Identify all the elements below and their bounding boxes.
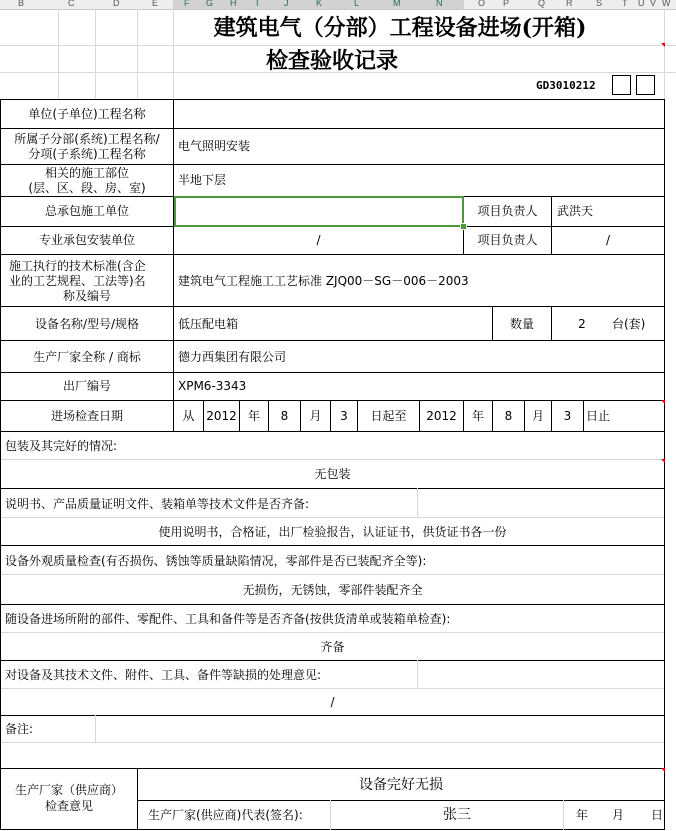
comment-indicator <box>661 43 665 47</box>
quantity-label: 数量 <box>509 317 534 331</box>
specialty-contractor-label: 专业承包安装单位 <box>38 233 135 247</box>
unit-name-label: 单位(子单位)工程名称 <box>28 107 146 121</box>
col-header-b[interactable]: B <box>18 0 25 8</box>
date-end-day[interactable]: 3 <box>563 409 572 423</box>
date-end-suffix: 日止 <box>586 409 611 423</box>
active-cell-selection[interactable] <box>174 196 464 227</box>
col-header-k[interactable]: K <box>316 0 323 8</box>
col-header-g[interactable]: G <box>206 0 214 8</box>
col-header-q[interactable]: Q <box>538 0 546 8</box>
col-header-n[interactable]: N <box>436 0 443 8</box>
date-year-unit-2: 年 <box>471 409 484 423</box>
sign-year-unit: 年 <box>576 808 589 822</box>
subdivision-value[interactable]: 电气照明安装 <box>178 139 251 153</box>
supplier-opinion[interactable]: 设备完好无损 <box>359 777 443 793</box>
sign-month-unit: 月 <box>612 808 625 822</box>
quantity-unit: 台(套) <box>612 317 646 331</box>
col-header-l[interactable]: L <box>354 0 360 8</box>
equipment-label: 设备名称/型号/规格 <box>34 317 140 331</box>
col-header-j[interactable]: J <box>284 0 289 8</box>
sign-day-unit: 日 <box>651 808 664 822</box>
defects-question: 对设备及其技术文件、附件、工具、备件等缺损的处理意见: <box>5 668 322 682</box>
accessories-answer[interactable]: 齐备 <box>320 640 345 654</box>
site-value[interactable]: 半地下层 <box>178 173 227 187</box>
supplier-label-line1: 生产厂家（供应商） <box>14 783 123 797</box>
sc-project-lead-label: 项目负责人 <box>477 233 538 247</box>
col-header-h[interactable]: H <box>230 0 237 8</box>
packaging-answer[interactable]: 无包装 <box>314 467 351 481</box>
defects-answer[interactable]: / <box>330 695 335 709</box>
supplier-rep-label: 生产厂家(供应商)代表(签名): <box>148 808 303 822</box>
quantity-value[interactable]: 2 <box>578 317 586 331</box>
col-header-r[interactable]: R <box>566 0 573 8</box>
col-header-f[interactable]: F <box>184 0 190 8</box>
col-header-c[interactable]: C <box>68 0 75 8</box>
col-header-u[interactable]: U <box>638 0 645 8</box>
site-label-line2: (层、区、段、房、室) <box>28 181 146 195</box>
col-header-e[interactable]: E <box>152 0 159 8</box>
gc-project-lead-label: 项目负责人 <box>477 204 538 218</box>
date-start-year[interactable]: 2012 <box>206 409 237 423</box>
doc-code: GD3010212 <box>536 79 596 92</box>
standard-value[interactable]: 建筑电气工程施工工艺标准 ZJQ00－SG－006－2003 <box>178 274 469 288</box>
col-header-w[interactable]: W <box>662 0 671 8</box>
inspection-date-label: 进场检查日期 <box>50 409 123 423</box>
manufacturer-value[interactable]: 德力西集团有限公司 <box>178 350 287 364</box>
appearance-answer[interactable]: 无损伤，无锈蚀，零部件装配齐全 <box>242 583 423 597</box>
subdivision-label-line1: 所属子分部(系统)工程名称/ <box>14 132 160 146</box>
specialty-contractor-value[interactable]: / <box>316 233 321 247</box>
gc-project-lead-value[interactable]: 武洪天 <box>557 204 594 218</box>
fill-handle[interactable] <box>460 223 467 230</box>
date-end-year[interactable]: 2012 <box>426 409 457 423</box>
subdivision-label-line2: 分项(子系统)工程名称 <box>28 147 146 161</box>
standard-label-line2: 业的工艺规程、工法等)名 <box>9 274 146 288</box>
equipment-value[interactable]: 低压配电箱 <box>178 317 239 331</box>
supplier-rep-name[interactable]: 张三 <box>443 807 471 823</box>
general-contractor-label: 总承包施工单位 <box>44 204 129 218</box>
serial-label: 出厂编号 <box>62 379 111 393</box>
doc-code-box-1[interactable] <box>612 75 631 95</box>
standard-label-line3: 称及编号 <box>62 289 111 303</box>
date-start-day[interactable]: 3 <box>340 409 348 423</box>
col-header-d[interactable]: D <box>113 0 120 8</box>
packaging-question: 包装及其完好的情况: <box>5 439 118 453</box>
site-label-line1: 相关的施工部位 <box>44 166 129 180</box>
col-header-o[interactable]: O <box>478 0 486 8</box>
documents-question: 说明书、产品质量证明文件、装箱单等技术文件是否齐备: <box>5 497 310 511</box>
serial-value[interactable]: XPM6-3343 <box>178 379 247 393</box>
date-start-suffix: 日起至 <box>370 409 407 423</box>
form-title-line1: 建筑电气（分部）工程设备进场(开箱) <box>213 15 587 41</box>
date-end-month[interactable]: 8 <box>504 409 513 423</box>
col-header-i[interactable]: I <box>256 0 259 8</box>
col-header-p[interactable]: P <box>503 0 510 8</box>
column-header-bar <box>0 0 676 10</box>
col-header-v[interactable]: V <box>650 0 657 8</box>
supplier-label-line2: 检查意见 <box>44 799 93 813</box>
standard-label-line1: 施工执行的技术标准(含企 <box>9 259 146 273</box>
manufacturer-label: 生产厂家全称 / 商标 <box>33 350 141 364</box>
form-title-line2: 检查验收记录 <box>265 48 398 74</box>
col-header-s[interactable]: S <box>596 0 603 8</box>
date-from: 从 <box>182 409 195 423</box>
date-start-month[interactable]: 8 <box>280 409 289 423</box>
date-month-unit-1: 月 <box>309 409 322 423</box>
doc-code-box-2[interactable] <box>636 75 655 95</box>
accessories-question: 随设备进场所附的部件、零配件、工具和备件等是否齐备(按供货清单或装箱单检查): <box>5 612 451 626</box>
date-month-unit-2: 月 <box>531 409 544 423</box>
col-header-m[interactable]: M <box>393 0 401 8</box>
sc-project-lead-value[interactable]: / <box>605 233 611 247</box>
remarks-label: 备注: <box>5 722 34 736</box>
date-year-unit-1: 年 <box>247 409 260 423</box>
col-header-t[interactable]: T <box>622 0 628 8</box>
documents-answer[interactable]: 使用说明书，合格证，出厂检验报告，认证证书，供货证书各一份 <box>158 525 507 539</box>
appearance-question: 设备外观质量检查(有否损伤、锈蚀等质量缺陷情况，零部件是否已装配齐全等): <box>5 554 427 568</box>
